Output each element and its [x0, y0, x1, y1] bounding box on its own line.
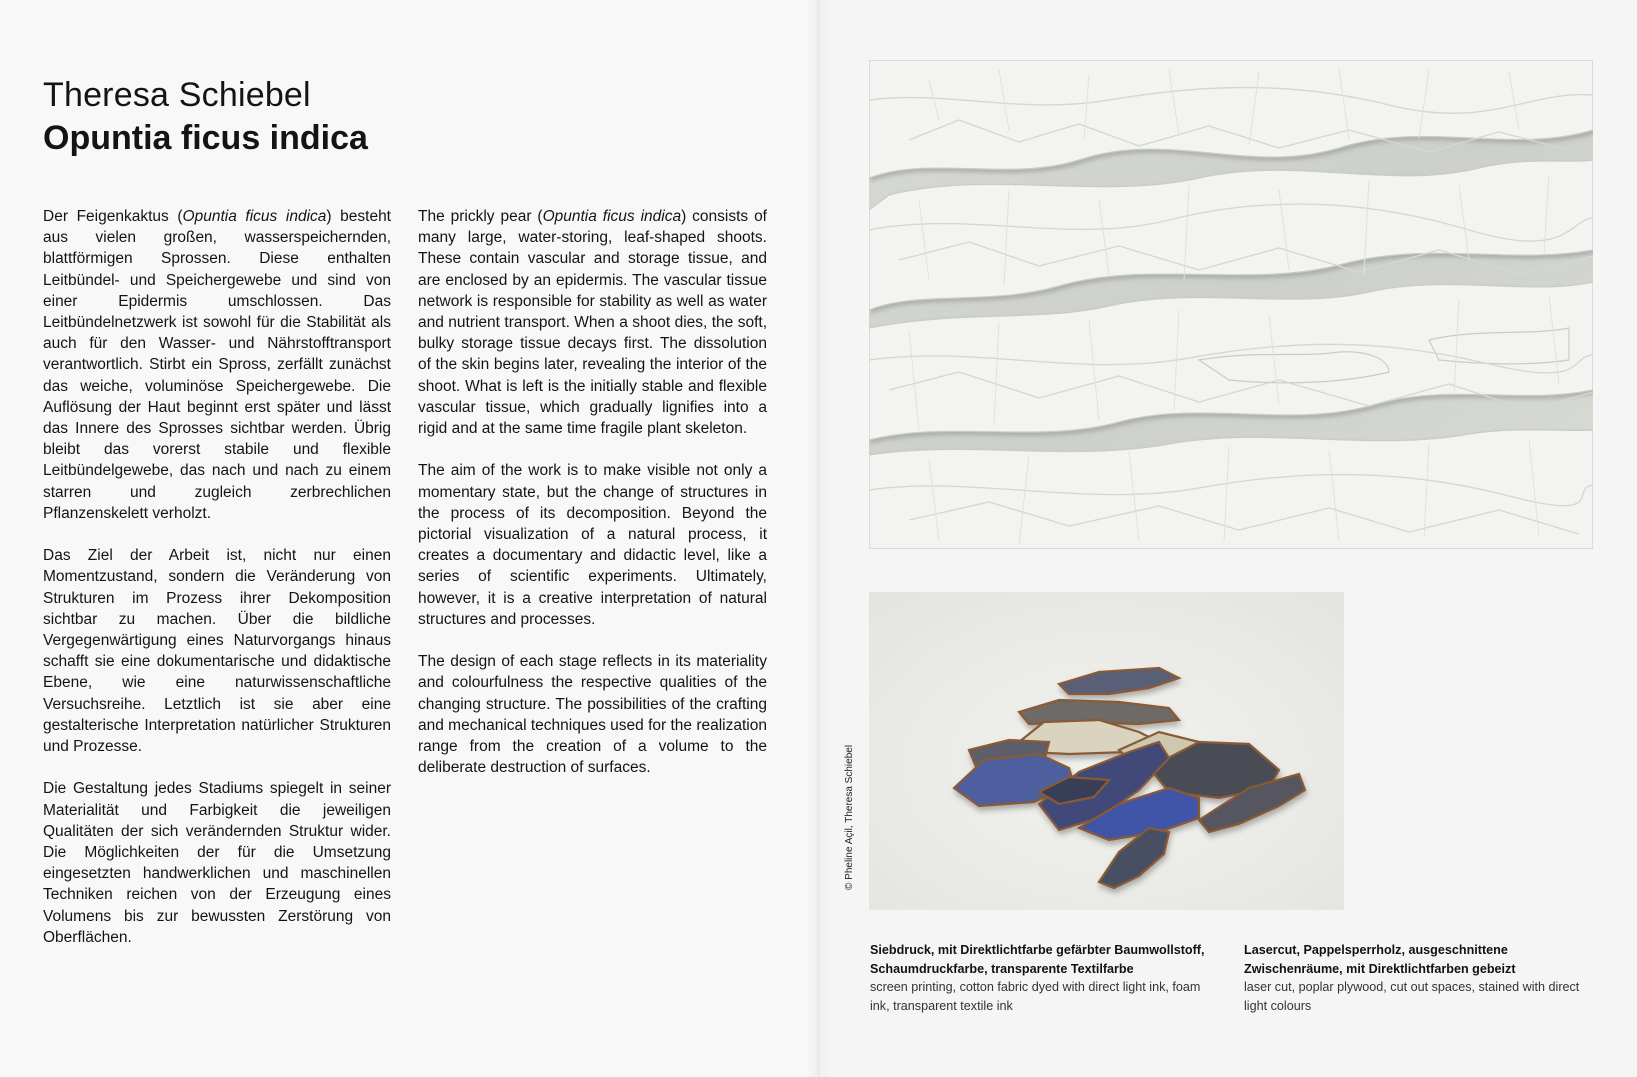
plywood-pieces-photo	[869, 592, 1344, 910]
caption-german: Siebdruck, mit Direktlichtfarbe gefärbter Baumwollstoff, Schaumdruckfarbe, transparente Textilfarbe	[870, 943, 1205, 976]
caption-english: screen printing, cotton fabric dyed with direct light ink, foam ink, transparent textile ink	[870, 980, 1201, 1013]
caption-english: laser cut, poplar plywood, cut out spaces, stained with direct light colours	[1244, 980, 1580, 1013]
species-name-italic: Opuntia ficus indica	[542, 208, 682, 225]
work-title: Opuntia ficus indica	[43, 119, 368, 157]
english-paragraph-3: The design of each stage reflects in its materiality and colourfulness the respective qualities of the changing structure. The possibilities of the crafting and mechanical techniques used for the realization range from the creation of a volume to the deliberate destruction of surfaces.	[418, 653, 767, 777]
english-paragraph-2: The aim of the work is to make visible not only a momentary state, but the change of structures in the process of its decomposition. Beyond the pictorial visualization of a natural process, it creates a documentary and didactic level, like a series of scientific experiments. Ultimately, however, it is a creative interpretation of natural structures and processes.	[418, 462, 767, 628]
foam-print-photo	[869, 60, 1593, 549]
german-paragraph-1: Der Feigenkaktus (Opuntia ficus indica) besteht aus vielen großen, wasserspeichernden, blattförmigen Sprossen. Diese enthalten Leitbündel- und Speichergewebe und sind von einer Epidermis umschlossen. Das Leitbündelnetzwerk ist sowohl für die Stabilität als auch für den Wasser- und Nährstofftransport verantwortlich. Stirbt ein Spross, zerfällt zunächst das weiche, voluminöse Speichergewebe. Die Auflösung der Haut beginnt erst später und lässt das Innere des Sprosses sichtbar werden. Übrig bleibt das vorerst stabile und flexible Leitbündelgewebe, das nach und nach zu einem starren und zugleich zerbrechlichen Pflanzenskelett verholzt.	[43, 208, 391, 522]
photo-credit: © Pheline Açil, Theresa Schiebel	[844, 744, 855, 890]
species-name-italic: Opuntia ficus indica	[182, 208, 327, 225]
german-paragraph-2: Das Ziel der Arbeit ist, nicht nur einen Momentzustand, sondern die Veränderung von Strukturen im Prozess ihrer Dekomposition sichtbar zu machen. Über die bildliche Vergegenwärtigung eines Naturvorgangs hinaus schafft sie eine dokumentarische und didaktische Ebene, wie eine naturwissenschaftliche Versuchsreihe. Letztlich ist sie aber eine gestalterische Interpretation natürlicher Strukturen und Prozesse.	[43, 547, 391, 756]
english-paragraph-1: The prickly pear (Opuntia ficus indica) consists of many large, water-storing, leaf-shaped shoots. These contain vascular and storage tissue, and are enclosed by an epidermis. The vascular tissue network is responsible for stability as well as water and nutrient transport. When a shoot dies, the soft, bulky storage tissue decays first. The dissolution of the skin begins later, revealing the interior of the shoot. What is left is the initially stable and flexible vascular tissue, which gradually lignifies into a rigid and at the same time fragile plant skeleton.	[418, 208, 767, 438]
author-name: Theresa Schiebel	[43, 76, 311, 114]
caption-german: Lasercut, Pappelsperrholz, ausgeschnittene Zwischenräume, mit Direktlichtfarben gebeizt	[1244, 943, 1516, 976]
german-text-column	[43, 206, 391, 969]
plywood-pieces-illustration	[869, 592, 1344, 910]
book-gutter	[806, 0, 830, 1077]
foam-relief-illustration	[869, 60, 1593, 549]
english-text-column	[418, 206, 767, 800]
caption-plywood	[1244, 941, 1594, 1015]
caption-foam-print	[870, 941, 1220, 1015]
german-paragraph-3: Die Gestaltung jedes Stadiums spiegelt in seiner Materialität und Farbigkeit die jeweiligen Qualitäten der sich verändernden Struktur wider. Die Möglichkeiten der für die Umsetzung eingesetzten handwerklichen und maschinellen Techniken reichen von der Erzeugung eines Volumens bis zur bewussten Zerstörung von Oberflächen.	[43, 780, 391, 946]
